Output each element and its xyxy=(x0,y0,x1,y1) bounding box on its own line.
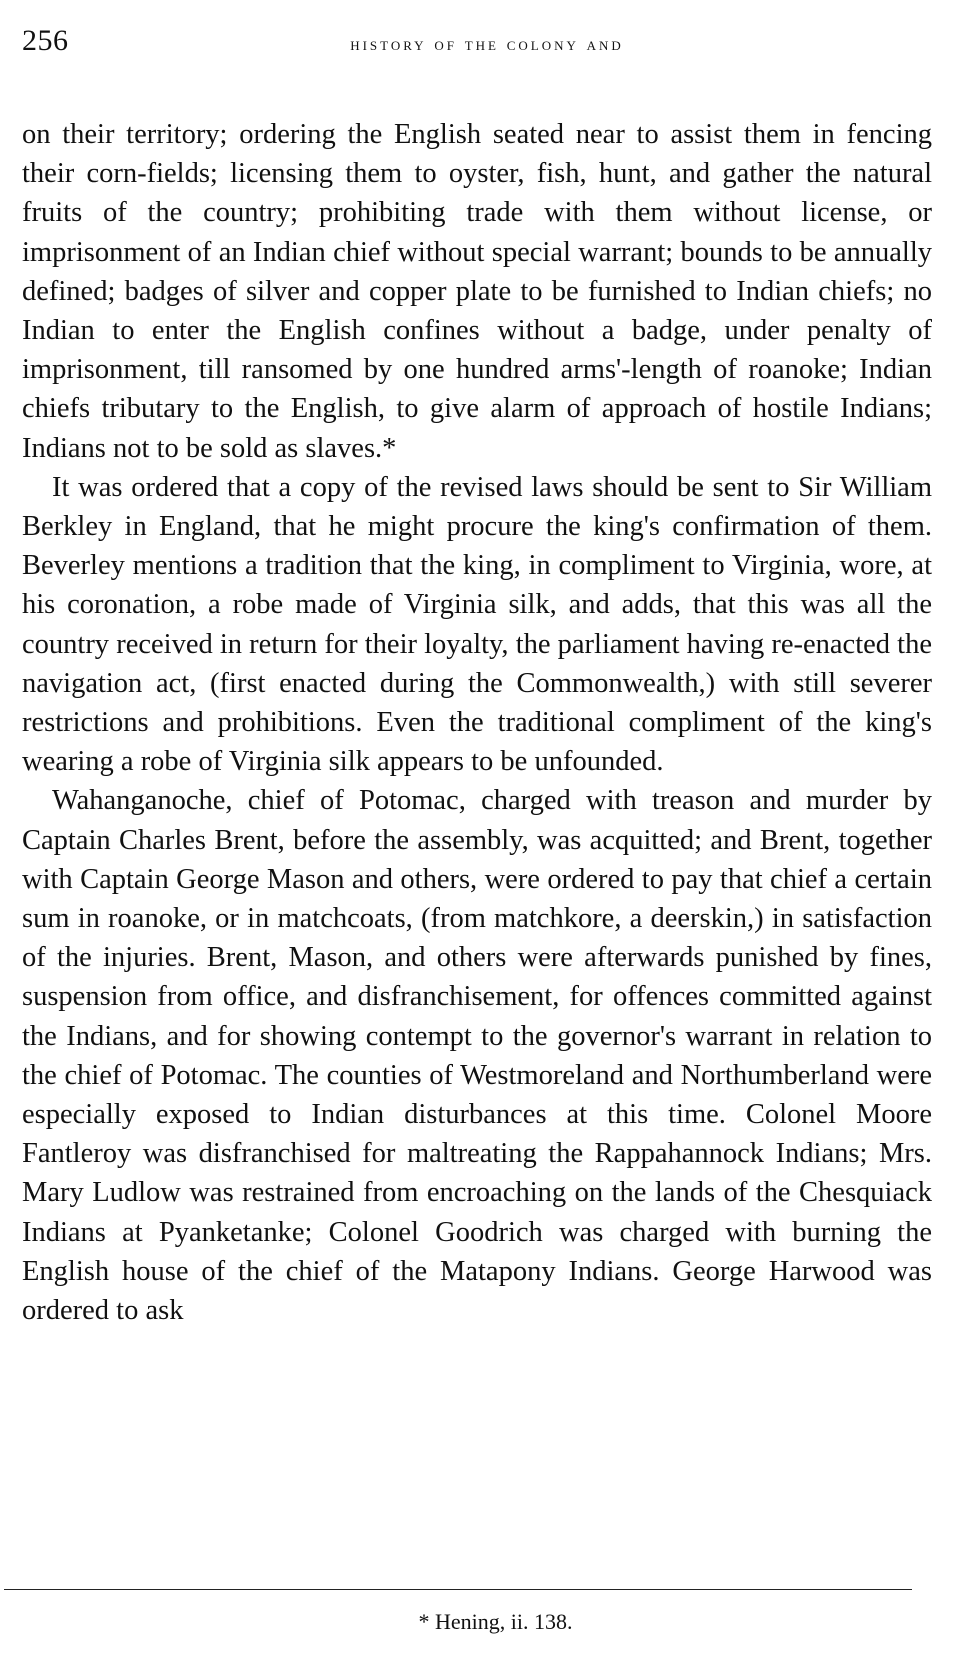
body-text xyxy=(22,115,932,1330)
paragraph-continued: on their territory; ordering the English seated near to assist them in fencing their corn-fields; licensing them to oyster, fish, hunt, and gather the natural fruits of the country; prohibiting trade with them without license, or imprisonment of an Indian chief without special warrant; bounds to be annually defined; badges of silver and copper plate to be furnished to Indian chiefs; no Indian to enter the English confines without a badge, under penalty of imprisonment, till ransomed by one hundred arms'-length of roanoke; Indian chiefs tributary to the English, to give alarm of approach of hostile Indians; Indians not to be sold as slaves.* xyxy=(22,119,932,464)
footnote: * Hening, ii. 138. xyxy=(418,1609,573,1634)
book-page xyxy=(22,20,932,1330)
paragraph-wahanganoche: Wahanganoche, chief of Potomac, charged with treason and murder by Captain Charles Brent, before the assembly, was acquitted; and Brent, together with Captain George Mason and others, were ordered to pay that chief a certain sum in roanoke, or in matchcoats, (from matchkore, a deerskin,) in satisfaction of the injuries. Brent, Mason, and others were afterwards punished by fines, suspension from office, and disfranchisement, for offences committed against the Indians, and for showing contempt to the governor's warrant in relation to the chief of Potomac. The counties of Westmoreland and Northumberland were especially exposed to Indian disturbances at this time. Colonel Moore Fantleroy was disfranchised for maltreating the Rappahannock Indians; Mrs. Mary Ludlow was restrained from encroaching on the lands of the Chesquiack Indians at Pyanketanke; Colonel Goodrich was charged with burning the English house of the chief of the Matapony Indians. George Harwood was ordered to ask xyxy=(22,785,932,1327)
running-head: history of the colony and xyxy=(350,34,624,55)
footnote-divider xyxy=(4,1589,912,1590)
page-number: 256 xyxy=(22,24,69,57)
paragraph-revised-laws: It was ordered that a copy of the revised laws should be sent to Sir William Berkley in England, that he might procure the king's confirmation of them. Beverley mentions a tradition that the king, in compliment to Virginia, wore, at his coronation, a robe made of Virginia silk, and adds, that this was all the country received in return for their loyalty, the parliament having re-enacted the navigation act, (first enacted during the Commonwealth,) with still severer restrictions and prohibitions. Even the traditional compliment of the king's wearing a robe of Virginia silk appears to be unfounded. xyxy=(22,471,932,778)
page-header xyxy=(22,20,932,62)
